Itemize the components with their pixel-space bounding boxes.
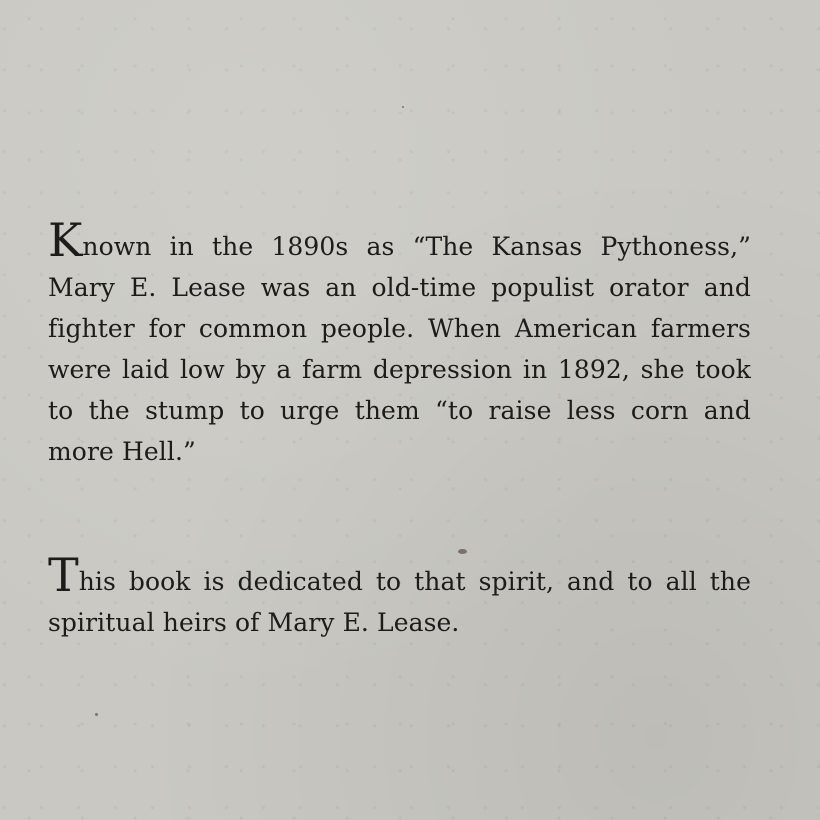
paper-speck — [95, 713, 98, 716]
paper-speck — [402, 106, 404, 108]
paragraph-1-text: nown in the 1890s as “The Kansas Pythoness,” Mary E. Lease was an old-time populist orator and fighter for common people. When American farmers were laid low by a farm depression in 1892, she took to the stump to urge them “to raise less corn and more Hell.” — [48, 232, 751, 466]
paragraph-2-text: his book is dedicated to that spirit, and to all the spiritual heirs of Mary E. Lease. — [48, 567, 751, 637]
drop-cap-initial: K — [48, 213, 83, 267]
dedication-paragraph-2 — [48, 548, 751, 643]
dedication-paragraph-1 — [48, 213, 751, 472]
paper-speck — [458, 549, 467, 554]
drop-cap-initial: T — [48, 548, 79, 602]
